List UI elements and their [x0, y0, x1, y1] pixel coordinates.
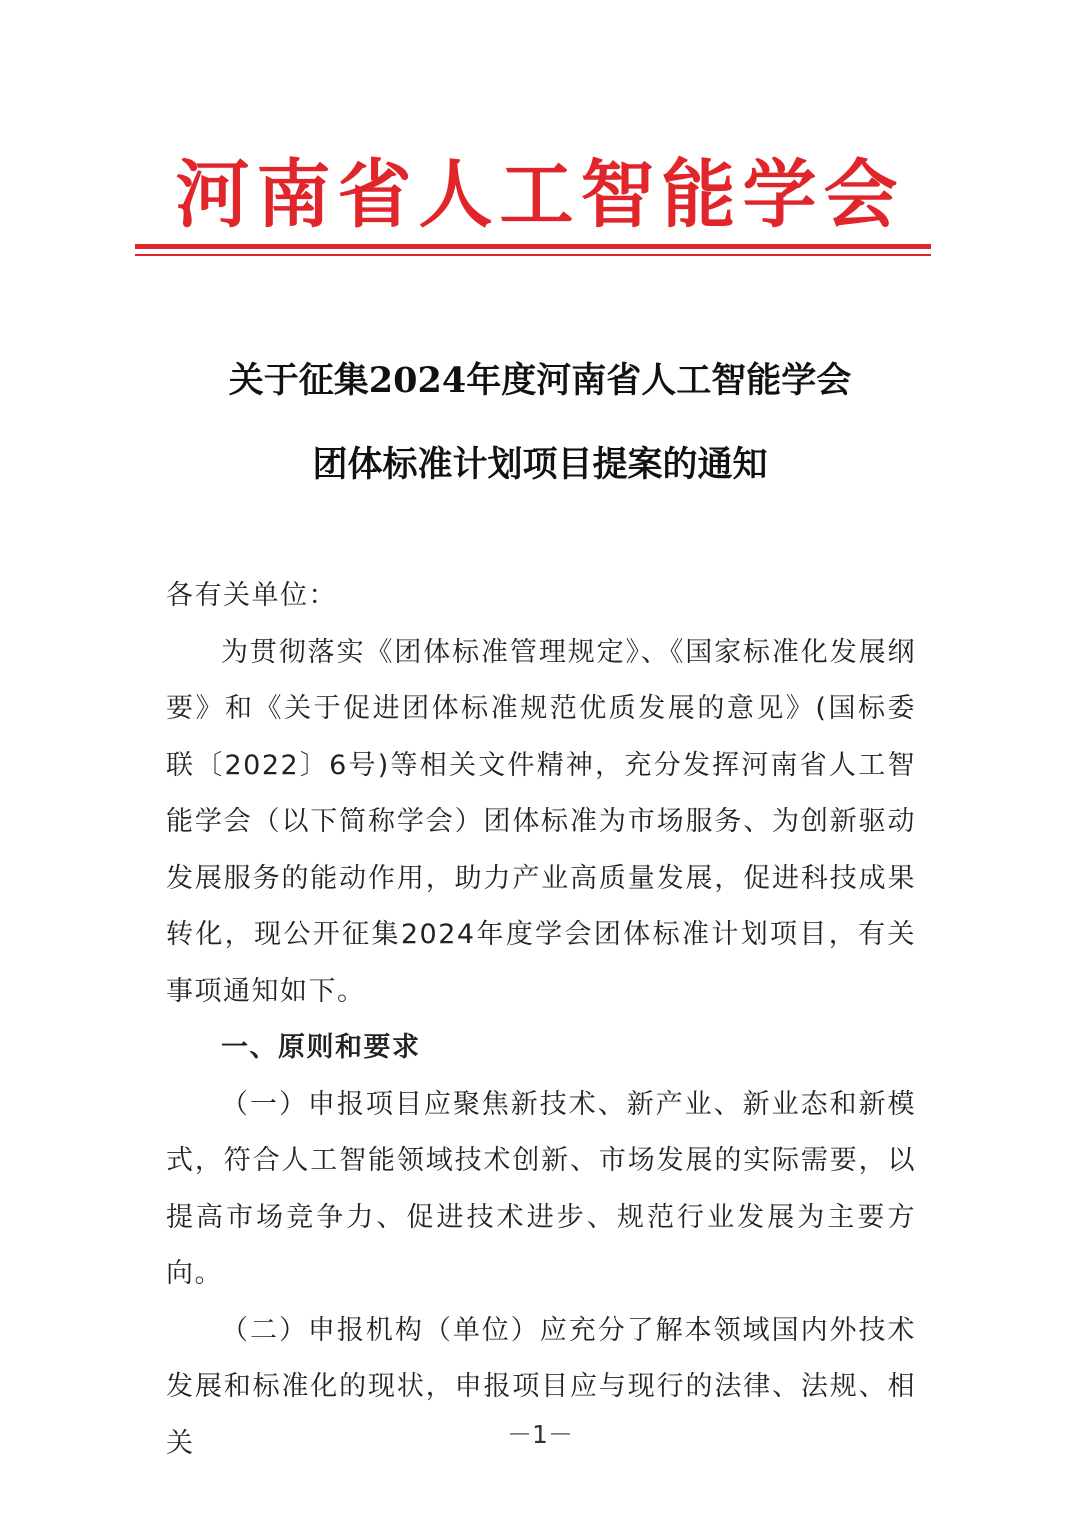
document-body — [166, 568, 916, 1472]
letterhead-red-rule-thick — [135, 244, 931, 249]
page-number: －1－ — [507, 1420, 573, 1449]
letterhead-org-name: 河南省人工智能学会 — [175, 152, 905, 238]
salutation: 各有关单位： — [166, 580, 337, 611]
letterhead-red-rule-thin — [135, 254, 931, 256]
requirement-item-1: （一）申报项目应聚焦新技术、新产业、新业态和新模式，符合人工智能领域技术创新、市场发展的实际需要，以提高市场竞争力、促进技术进步、规范行业发展为主要方向。 — [166, 1088, 916, 1289]
intro-paragraph: 为贯彻落实《团体标准管理规定》、《国家标准化发展纲要》和《关于促进团体标准规范优质发展的意见》(国标委联〔2022〕6号)等相关文件精神，充分发挥河南省人工智能学会（以下简称学会）团体标准为市场服务、为创新驱动发展服务的能动作用，助力产业高质量发展，促进科技成果转化，现公开征集2024年度学会团体标准计划项目，有关事项通知如下。 — [166, 636, 916, 1007]
section-heading-principles: 一、原则和要求 — [221, 1032, 421, 1063]
document-title-line-2: 团体标准计划项目提案的通知 — [312, 444, 768, 485]
document-title-line-1: 关于征集2024年度河南省人工智能学会 — [228, 360, 852, 401]
requirement-item-2: （二）申报机构（单位）应充分了解本领域国内外技术发展和标准化的现状，申报项目应与现行的法律、法规、相关 — [166, 1314, 916, 1459]
